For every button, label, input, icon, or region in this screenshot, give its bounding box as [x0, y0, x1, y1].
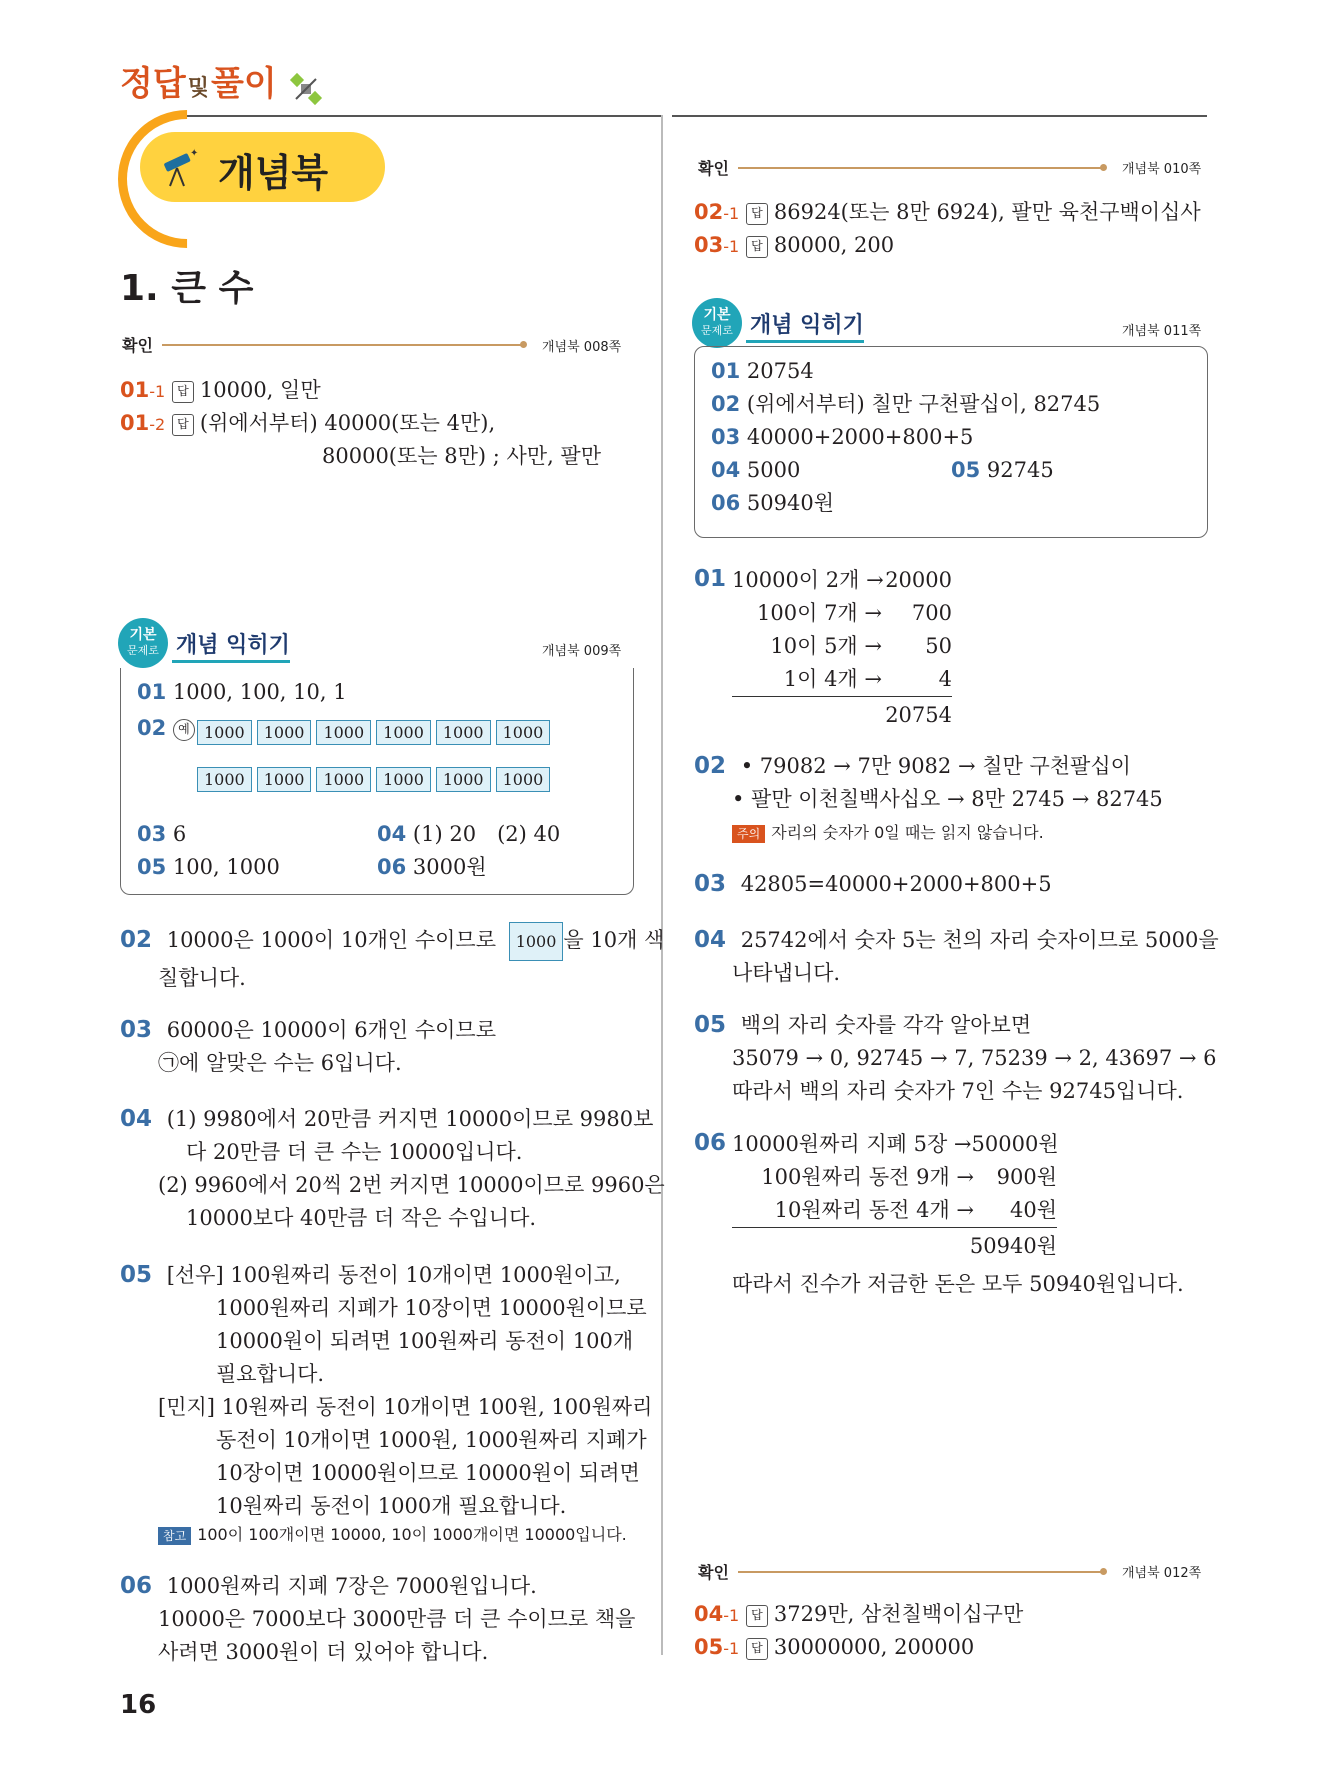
check-rule-dot	[1100, 1568, 1107, 1575]
check-page: 개념북 008쪽	[542, 340, 622, 355]
problem-number: 06	[120, 1573, 153, 1599]
problem-sub: -1	[723, 1639, 740, 1658]
answer-icon: 답	[172, 414, 194, 436]
badge-line2: 문제로	[701, 324, 733, 337]
explanation-text: 따라서 백의 자리 숫자가 7인 수는 92745입니다.	[732, 1079, 1184, 1103]
thousand-chip: 1000	[257, 720, 312, 745]
problem-number: 06	[694, 1130, 727, 1156]
answer-text: 20754	[746, 359, 814, 383]
svg-text:✦: ✦	[190, 148, 199, 159]
problem-number: 02	[694, 200, 724, 224]
speaker-tag: [선우]	[166, 1263, 224, 1287]
thousand-chip: 1000	[257, 767, 312, 792]
note-text: 자리의 숫자가 0일 때는 읽지 않습니다.	[771, 823, 1044, 842]
check-rule-dot	[1100, 164, 1107, 171]
problem-number: 01	[120, 378, 150, 402]
thousand-chip: 1000	[376, 720, 431, 745]
explanation-text: 42805=40000+2000+800+5	[740, 872, 1052, 896]
explanation-text: 1000원짜리 지폐 7장은 7000원입니다.	[166, 1574, 537, 1598]
problem-number: 04	[711, 458, 741, 482]
problem-number: 01	[137, 680, 167, 704]
explanation-04	[694, 924, 1219, 957]
basic-badge	[118, 618, 168, 668]
calc-value: 900원	[996, 1165, 1057, 1189]
calc-label: 100원짜리 동전 9개 →	[761, 1165, 974, 1189]
calc-label: 10이 5개 →	[770, 634, 882, 658]
problem-number: 03	[137, 822, 167, 846]
explanation-text: 100원짜리 동전이 10개이면 1000원이고,	[230, 1263, 621, 1287]
practice-row	[711, 421, 973, 454]
explanation-text: 동전이 10개이면 1000원, 1000원짜리 지폐가	[216, 1428, 647, 1452]
header-rule-right	[672, 115, 1207, 117]
explanation-text: 35079 → 0, 92745 → 7, 75239 → 2, 43697 → 6	[732, 1046, 1217, 1070]
problem-number: 05	[951, 458, 981, 482]
answer-text: 5000	[746, 458, 801, 482]
explanation-05	[694, 1009, 1031, 1042]
explanation-text: 10000보다 40만큼 더 작은 수입니다.	[186, 1206, 537, 1230]
problem-number: 06	[377, 855, 407, 879]
answer-text: 86924(또는 8만 6924), 팔만 육천구백이십사	[773, 200, 1201, 224]
check-page: 개념북 010쪽	[1122, 162, 1202, 177]
explanation-text: 25742에서 숫자 5는 천의 자리 숫자이므로 5000을	[740, 928, 1219, 952]
badge-line1: 기본	[129, 627, 157, 643]
section-header	[120, 56, 324, 111]
practice-row	[377, 851, 487, 884]
calc-label: 1이 4개 →	[783, 667, 882, 691]
explanation-text: 10원짜리 동전이 1000개 필요합니다.	[216, 1494, 567, 1518]
calc-label: 10000이 2개 →	[732, 568, 884, 592]
problem-number: 01	[694, 566, 727, 592]
check-answer-row	[694, 229, 894, 263]
thousand-chip: 1000	[197, 720, 252, 745]
problem-number: 05	[137, 855, 167, 879]
money-table	[732, 1128, 1057, 1263]
thousand-chip: 1000	[376, 767, 431, 792]
answer-text: 3729만, 삼천칠백이십구만	[773, 1602, 1024, 1626]
badge-line1: 기본	[703, 307, 731, 323]
practice-answer-box	[694, 346, 1208, 538]
answer-text: (1) 20 (2) 40	[412, 822, 561, 846]
explanation-text: (1) 9980에서 20만큼 커지면 10000이므로 9980보	[166, 1107, 654, 1131]
practice-page: 개념북 011쪽	[1122, 324, 1202, 339]
answer-icon: 답	[746, 203, 768, 225]
basic-badge	[692, 298, 742, 348]
check-answer-row	[120, 407, 495, 441]
problem-number: 02	[694, 753, 727, 779]
explanation-text: 필요합니다.	[216, 1362, 325, 1386]
column-divider	[661, 115, 663, 1655]
explanation-text: 10원짜리 동전이 10개이면 100원, 100원짜리	[221, 1395, 653, 1419]
explanation-text: 사려면 3000원이 더 있어야 합니다.	[158, 1640, 489, 1664]
header-title-a: 정답	[120, 64, 186, 104]
explanation-text: 60000은 10000이 6개인 수이므로	[166, 1018, 496, 1042]
check-rule	[738, 167, 1102, 169]
explanation-text: 10000은 7000보다 3000만큼 더 큰 수이므로 책을	[158, 1607, 636, 1631]
thousand-chip: 1000	[197, 767, 252, 792]
reference-note	[158, 1522, 627, 1545]
problem-number: 04	[377, 822, 407, 846]
telescope-icon	[158, 146, 200, 192]
problem-sub: -2	[149, 415, 166, 434]
practice-row	[711, 355, 814, 388]
explanation-02	[694, 750, 1131, 783]
problem-number: 06	[711, 491, 741, 515]
check-answer-row	[694, 1598, 1023, 1632]
explanation-text: 백의 자리 숫자를 각각 알아보면	[740, 1013, 1032, 1037]
practice-row	[137, 818, 186, 851]
calc-label: 10000원짜리 지폐 5장 →	[732, 1132, 972, 1156]
calc-total: 20754	[885, 703, 952, 727]
explanation-02	[120, 922, 664, 961]
thousand-chip: 1000	[436, 767, 491, 792]
explanation-text: • 79082 → 7만 9082 → 칠만 구천팔십이	[740, 754, 1131, 778]
problem-number: 05	[694, 1635, 724, 1659]
practice-row	[711, 487, 834, 520]
explanation-05b	[158, 1391, 652, 1424]
calc-value: 700	[911, 601, 952, 625]
explanation-text: 을 10개 색	[563, 928, 665, 952]
check-label: 확인	[698, 159, 729, 178]
explanation-03	[120, 1014, 496, 1047]
explanation-text: ㉠에 알맞은 수는 6입니다.	[158, 1051, 402, 1075]
thousand-chip: 1000	[316, 767, 371, 792]
problem-number: 02	[137, 716, 167, 740]
answer-text: 50940원	[746, 491, 835, 515]
explanation-04	[120, 1103, 653, 1136]
practice-row	[137, 676, 347, 709]
problem-number: 03	[711, 425, 741, 449]
thousand-chip: 1000	[496, 767, 551, 792]
calc-row	[732, 564, 952, 597]
problem-number: 01	[120, 411, 150, 435]
answer-text: 6	[172, 822, 187, 846]
header-title-b: 및	[187, 76, 209, 101]
addition-table	[732, 564, 952, 732]
calc-row	[732, 1194, 1057, 1228]
calc-value: 40원	[1009, 1198, 1057, 1222]
chip: 1000	[509, 922, 564, 961]
explanation-text: 10000원이 되려면 100원짜리 동전이 100개	[216, 1329, 634, 1353]
explanation-text: (2) 9960에서 20씩 2번 커지면 10000이므로 9960은	[158, 1173, 665, 1197]
problem-number: 04	[694, 1602, 724, 1626]
answer-icon: 답	[172, 381, 194, 403]
explanation-06	[120, 1570, 537, 1603]
problem-sub: -1	[723, 1606, 740, 1625]
calc-row	[732, 1161, 1057, 1194]
concept-banner	[140, 132, 385, 202]
problem-number: 03	[694, 871, 727, 897]
calc-label: 10원짜리 동전 4개 →	[774, 1198, 974, 1222]
answer-text: 10000, 일만	[199, 378, 321, 402]
answer-text: 1000, 100, 10, 1	[172, 680, 347, 704]
note-text: 100이 100개이면 10000, 10이 1000개이면 10000입니다.	[197, 1525, 627, 1544]
calc-value: 4	[938, 667, 952, 691]
answer-continuation: 80000(또는 8만) ; 사만, 팔만	[322, 444, 602, 468]
explanation-text: 10장이면 10000원이므로 10000원이 되려면	[216, 1461, 640, 1485]
explanation-text: 따라서 진수가 저금한 돈은 모두 50940원입니다.	[732, 1272, 1184, 1296]
answer-icon: 답	[746, 1605, 768, 1627]
calc-row	[732, 663, 952, 697]
problem-number: 03	[120, 1017, 153, 1043]
problem-number: 05	[120, 1262, 153, 1288]
check-label: 확인	[122, 336, 153, 355]
practice-title-underline	[172, 660, 290, 663]
explanation-text: 1000원짜리 지폐가 10장이면 10000원이므로	[216, 1296, 647, 1320]
banner-title: 개념북	[218, 151, 329, 195]
satellite-icon	[288, 71, 324, 111]
explanation-text: 나타냅니다.	[732, 961, 841, 985]
practice-title: 개념 익히기	[750, 313, 864, 338]
problem-sub: -1	[723, 204, 740, 223]
practice-answer-box	[120, 668, 634, 895]
page-number: 16	[120, 1690, 157, 1720]
practice-page: 개념북 009쪽	[542, 644, 622, 659]
check-rule	[162, 344, 522, 346]
answer-icon: 답	[746, 1638, 768, 1660]
answer-text: (위에서부터) 칠만 구천팔십이, 82745	[746, 392, 1101, 416]
practice-row	[951, 454, 1054, 487]
thousand-chip: 1000	[316, 720, 371, 745]
answer-text: 30000000, 200000	[773, 1635, 975, 1659]
thousand-chip: 1000	[436, 720, 491, 745]
practice-row	[711, 388, 1100, 421]
answer-icon: 답	[746, 236, 768, 258]
practice-row	[137, 851, 280, 884]
calc-row	[732, 1128, 1057, 1161]
practice-row	[377, 818, 560, 851]
check-answer-row	[694, 1631, 974, 1665]
practice-row	[137, 712, 195, 745]
caution-note	[732, 820, 1044, 843]
check-label: 확인	[698, 1563, 729, 1582]
explanation-03	[694, 868, 1052, 901]
answer-text: 3000원	[412, 855, 487, 879]
check-answer-row	[120, 374, 321, 408]
problem-number: 02	[120, 927, 153, 953]
problem-number: 02	[711, 392, 741, 416]
practice-title-underline	[746, 340, 864, 343]
calc-row	[732, 597, 952, 630]
badge-line2: 문제로	[127, 644, 159, 657]
check-rule-dot	[520, 341, 527, 348]
problem-sub: -1	[723, 237, 740, 256]
explanation-05	[120, 1259, 621, 1292]
chapter-title: 1. 큰 수	[120, 268, 254, 309]
practice-title: 개념 익히기	[176, 633, 290, 658]
practice-row	[711, 454, 800, 487]
problem-number: 04	[120, 1106, 153, 1132]
problem-number: 01	[711, 359, 741, 383]
header-title-c: 풀이	[210, 64, 277, 104]
explanation-text: 칠합니다.	[158, 966, 246, 990]
problem-number: 04	[694, 927, 727, 953]
check-answer-row	[694, 196, 1201, 230]
thousand-chip: 1000	[496, 720, 551, 745]
check-page: 개념북 012쪽	[1122, 1566, 1202, 1581]
explanation-text: 다 20만큼 더 큰 수는 10000입니다.	[186, 1140, 523, 1164]
note-tag: 주의	[732, 825, 765, 843]
problem-number: 03	[694, 233, 724, 257]
chip-grid	[197, 720, 557, 814]
header-rule	[185, 115, 661, 117]
problem-sub: -1	[149, 382, 166, 401]
calc-value: 50000원	[971, 1132, 1059, 1156]
calc-total: 50940원	[969, 1234, 1057, 1258]
problem-number: 05	[694, 1012, 727, 1038]
calc-value: 50	[925, 634, 952, 658]
calc-row	[732, 630, 952, 663]
answer-text: (위에서부터) 40000(또는 4만),	[199, 411, 496, 435]
answer-text: 100, 1000	[172, 855, 280, 879]
speaker-tag: [민지]	[158, 1395, 215, 1419]
check-rule	[738, 1571, 1102, 1573]
answer-text: 40000+2000+800+5	[746, 425, 974, 449]
explanation-text: 10000은 1000이 10개인 수이므로	[166, 928, 496, 952]
explanation-text: • 팔만 이천칠백사십오 → 8만 2745 → 82745	[732, 787, 1163, 811]
calc-label: 100이 7개 →	[757, 601, 882, 625]
answer-text: 92745	[986, 458, 1054, 482]
calc-value: 20000	[885, 568, 952, 592]
note-tag: 참고	[158, 1527, 191, 1545]
example-mark: 예	[173, 719, 195, 741]
answer-text: 80000, 200	[773, 233, 895, 257]
